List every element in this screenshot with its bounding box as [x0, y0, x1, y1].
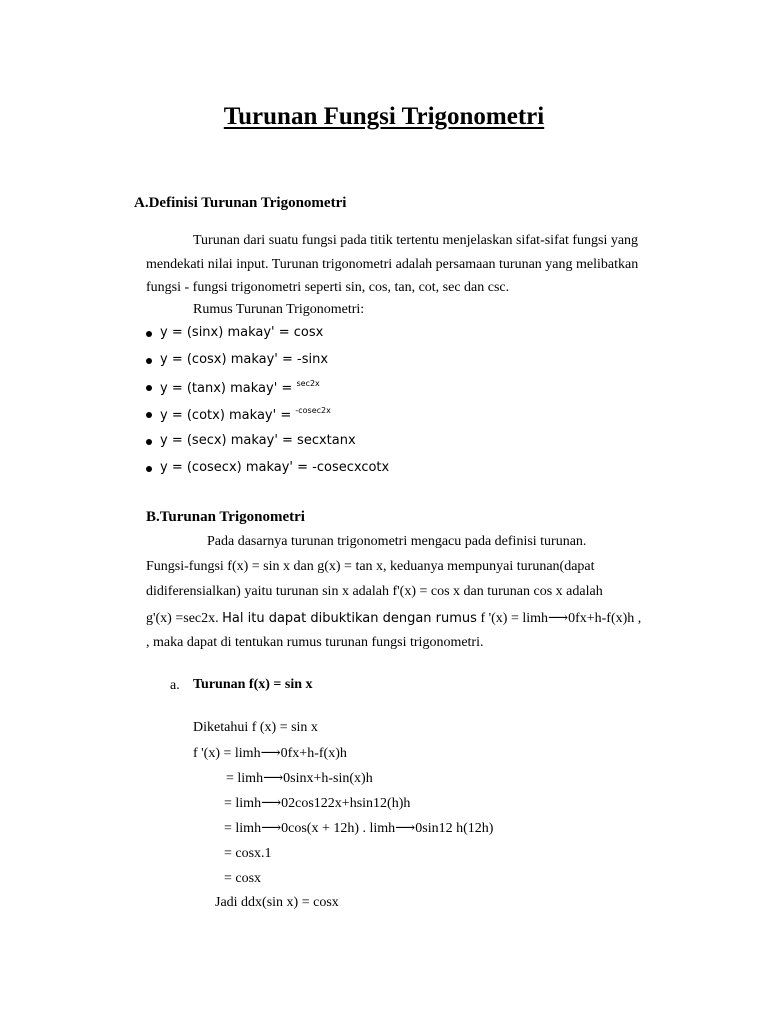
section-a-heading: A.Definisi Turunan Trigonometri — [134, 195, 347, 211]
proof-line-4: = limh⟶02cos122x+hsin12(h)h — [224, 796, 411, 811]
section-b-line-4 — [146, 610, 641, 627]
formula-text: y = (tanx) makay' = — [160, 381, 297, 396]
rumus-label: Rumus Turunan Trigonometri: — [193, 302, 365, 317]
section-b-line-4-part-3: f '(x) = limh⟶0fx+h-f(x)h , — [476, 611, 642, 626]
formula-superscript: sec2x — [296, 379, 320, 388]
section-b-line-3: didiferensialkan) yaitu turunan sin x adalah f'(x) = cos x dan turunan cos x adalah — [146, 584, 603, 599]
section-a-para-line-1: Turunan dari suatu fungsi pada titik tertentu menjelaskan sifat-sifat fungsi yang — [193, 233, 639, 248]
formula-item — [160, 433, 356, 448]
section-b-line-4-part-2: Hal itu dapat dibuktikan dengan rumus — [222, 611, 477, 626]
formula-item — [160, 325, 323, 340]
section-b-line-2: Fungsi-fungsi f(x) = sin x dan g(x) = tan x, keduanya mempunyai turunan(dapat — [146, 559, 595, 574]
bullet-icon — [146, 331, 152, 337]
formula-text: y = (sinx) makay' = cosx — [160, 325, 324, 340]
formula-superscript: -cosec2x — [295, 406, 331, 415]
section-a-para-line-3: fungsi - fungsi trigonometri seperti sin, cos, tan, cot, sec dan csc. — [146, 280, 510, 295]
sub-a-marker: a. — [170, 678, 180, 693]
formula-item — [160, 352, 328, 367]
formula-text: y = (cosecx) makay' = -cosecxcotx — [160, 460, 390, 475]
bullet-icon — [146, 358, 152, 364]
formula-item — [160, 379, 320, 396]
bullet-icon — [146, 466, 152, 472]
sub-a-heading: Turunan f(x) = sin x — [193, 677, 313, 692]
proof-line-2: f '(x) = limh⟶0fx+h-f(x)h — [193, 746, 347, 761]
section-b-line-4-part-1: g'(x) =sec2x. — [146, 611, 223, 626]
bullet-icon — [146, 385, 152, 391]
formula-text: y = (cotx) makay' = — [160, 408, 296, 423]
section-b-line-1: Pada dasarnya turunan trigonometri mengacu pada definisi turunan. — [207, 534, 587, 549]
proof-line-3: = limh⟶0sinx+h-sin(x)h — [226, 771, 373, 786]
proof-line-7: = cosx — [224, 871, 262, 886]
page-title: Turunan Fungsi Trigonometri — [223, 103, 545, 130]
proof-line-1: Diketahui f (x) = sin x — [193, 720, 318, 735]
proof-line-6: = cosx.1 — [224, 846, 272, 861]
section-a-para-line-2: mendekati nilai input. Turunan trigonometri adalah persamaan turunan yang melibatkan — [146, 257, 639, 272]
formula-text: y = (secx) makay' = secxtanx — [160, 433, 356, 448]
bullet-icon — [146, 412, 152, 418]
proof-conclusion: Jadi ddx(sin x) = cosx — [215, 895, 339, 910]
formula-item — [160, 460, 389, 475]
section-b-heading: B.Turunan Trigonometri — [146, 509, 305, 525]
proof-line-5: = limh⟶0cos(x + 12h) . limh⟶0sin12 h(12h) — [224, 821, 494, 836]
formula-item — [160, 406, 331, 423]
formula-text: y = (cosx) makay' = -sinx — [160, 352, 329, 367]
section-b-line-5: , maka dapat di tentukan rumus turunan fungsi trigonometri. — [146, 635, 484, 650]
bullet-icon — [146, 439, 152, 445]
